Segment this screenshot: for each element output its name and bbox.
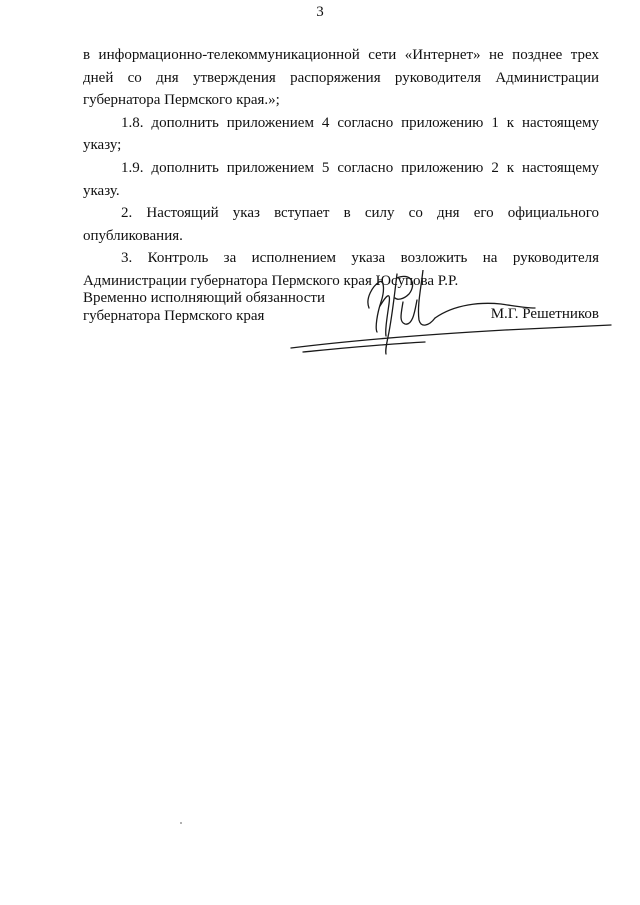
paragraph-item-1-9: 1.9. дополнить приложением 5 согласно приложению 2 к настоящему указу. <box>83 159 599 199</box>
page-number: 3 <box>316 4 324 20</box>
document-body <box>83 44 599 293</box>
handwritten-signature-icon <box>285 270 615 360</box>
paragraph-continuation: в информационно-телекоммуникационной сети «Интернет» не позднее трех дней со дня утверждения распоряжения руководителя Администрации губернатора Пермского края.»; <box>83 47 599 109</box>
paragraph-item-2: 2. Настоящий указ вступает в силу со дня его официального опубликования. <box>83 205 599 244</box>
scan-speck <box>180 822 182 824</box>
signer-title-line-1: Временно исполняющий обязанности <box>83 290 326 306</box>
signer-title-line-2: губернатора Пермского края <box>83 308 265 324</box>
paragraph-item-3: 3. Контроль за исполнением указа возложить на руководителя Администрации губернатора Пермского края Юсупова Р.Р. <box>83 250 599 289</box>
signer-name: М.Г. Решетников <box>490 306 599 322</box>
paragraph-item-1-8: 1.8. дополнить приложением 4 согласно приложению 1 к настоящему указу; <box>83 114 599 154</box>
